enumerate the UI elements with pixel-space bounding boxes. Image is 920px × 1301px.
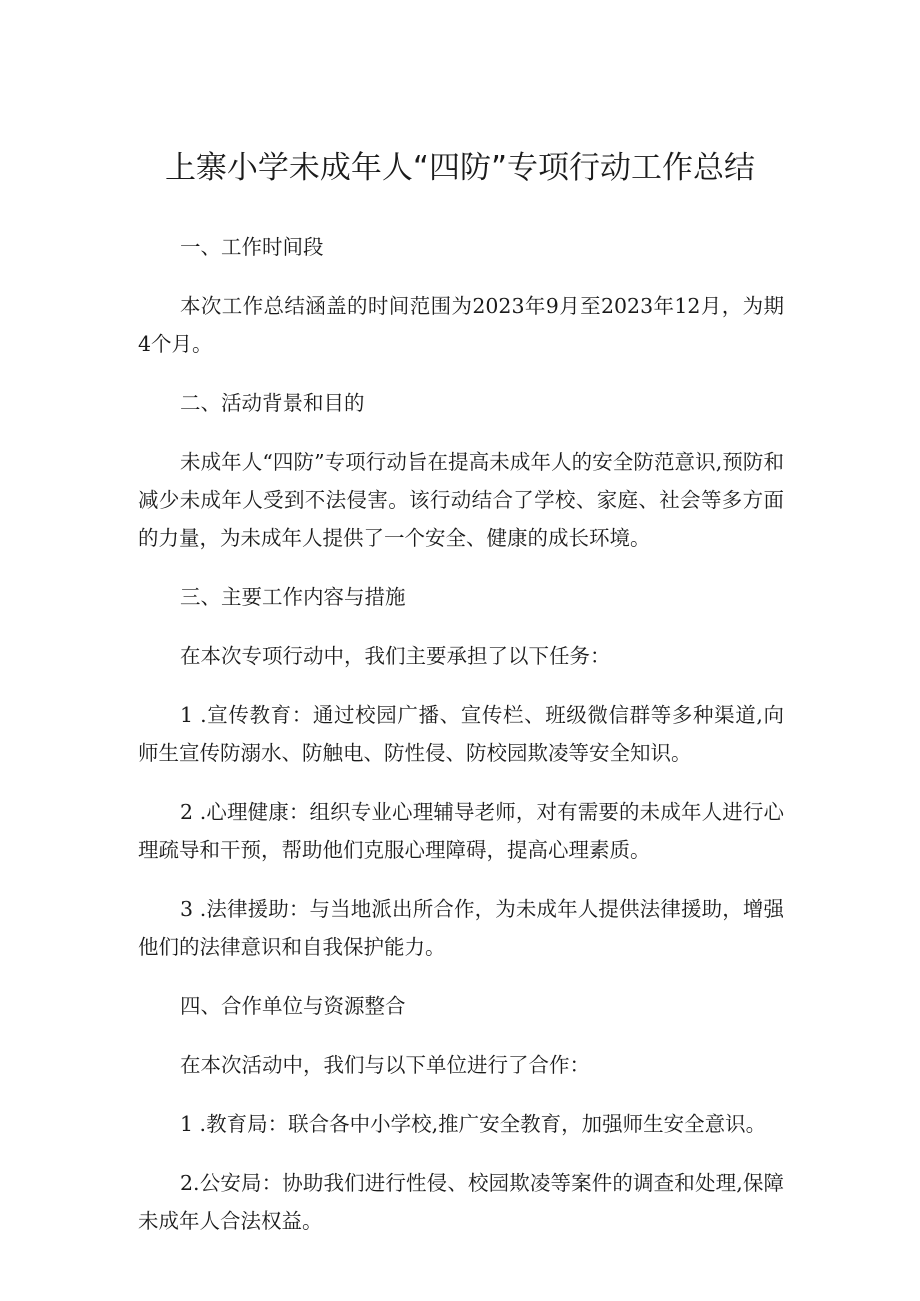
paragraph-time-range: 本次工作总结涵盖的时间范围为2023年9月至2023年12月，为期4个月。 xyxy=(138,294,784,356)
list-item-legal-aid: 3 .法律援助：与当地派出所合作，为未成年人提供法律援助，增强他们的法律意识和自我保护能力。 xyxy=(138,897,784,959)
paragraph-partners-intro: 在本次活动中，我们与以下单位进行了合作： xyxy=(180,1053,590,1077)
section-heading-main-work: 三、主要工作内容与措施 xyxy=(180,585,406,609)
list-item-mental-health: 2 .心理健康：组织专业心理辅导老师，对有需要的未成年人进行心理疏导和干预，帮助他们克服心理障碍，提高心理素质。 xyxy=(138,800,784,862)
list-item-publicity-education: 1 .宣传教育：通过校园广播、宣传栏、班级微信群等多种渠道,向师生宣传防溺水、防触电、防性侵、防校园欺凌等安全知识。 xyxy=(138,703,784,765)
document-body xyxy=(138,228,784,1261)
paragraph-main-work-intro: 在本次专项行动中，我们主要承担了以下任务： xyxy=(180,644,611,668)
section-heading-background: 二、活动背景和目的 xyxy=(180,391,365,415)
list-item-public-security-bureau: 2.公安局：协助我们进行性侵、校园欺凌等案件的调查和处理,保障未成年人合法权益。 xyxy=(138,1171,784,1233)
list-item-education-bureau: 1 .教育局：联合各中小学校,推广安全教育，加强师生安全意识。 xyxy=(180,1112,767,1136)
paragraph-background: 未成年人“四防”专项行动旨在提高未成年人的安全防范意识,预防和减少未成年人受到不法侵害。该行动结合了学校、家庭、社会等多方面的力量，为未成年人提供了一个安全、健康的成长环境。 xyxy=(138,450,784,550)
document-title: 上寨小学未成年人“四防”专项行动工作总结 xyxy=(164,150,756,186)
section-heading-time-period: 一、工作时间段 xyxy=(180,235,324,259)
section-heading-partners: 四、合作单位与资源整合 xyxy=(180,994,406,1018)
